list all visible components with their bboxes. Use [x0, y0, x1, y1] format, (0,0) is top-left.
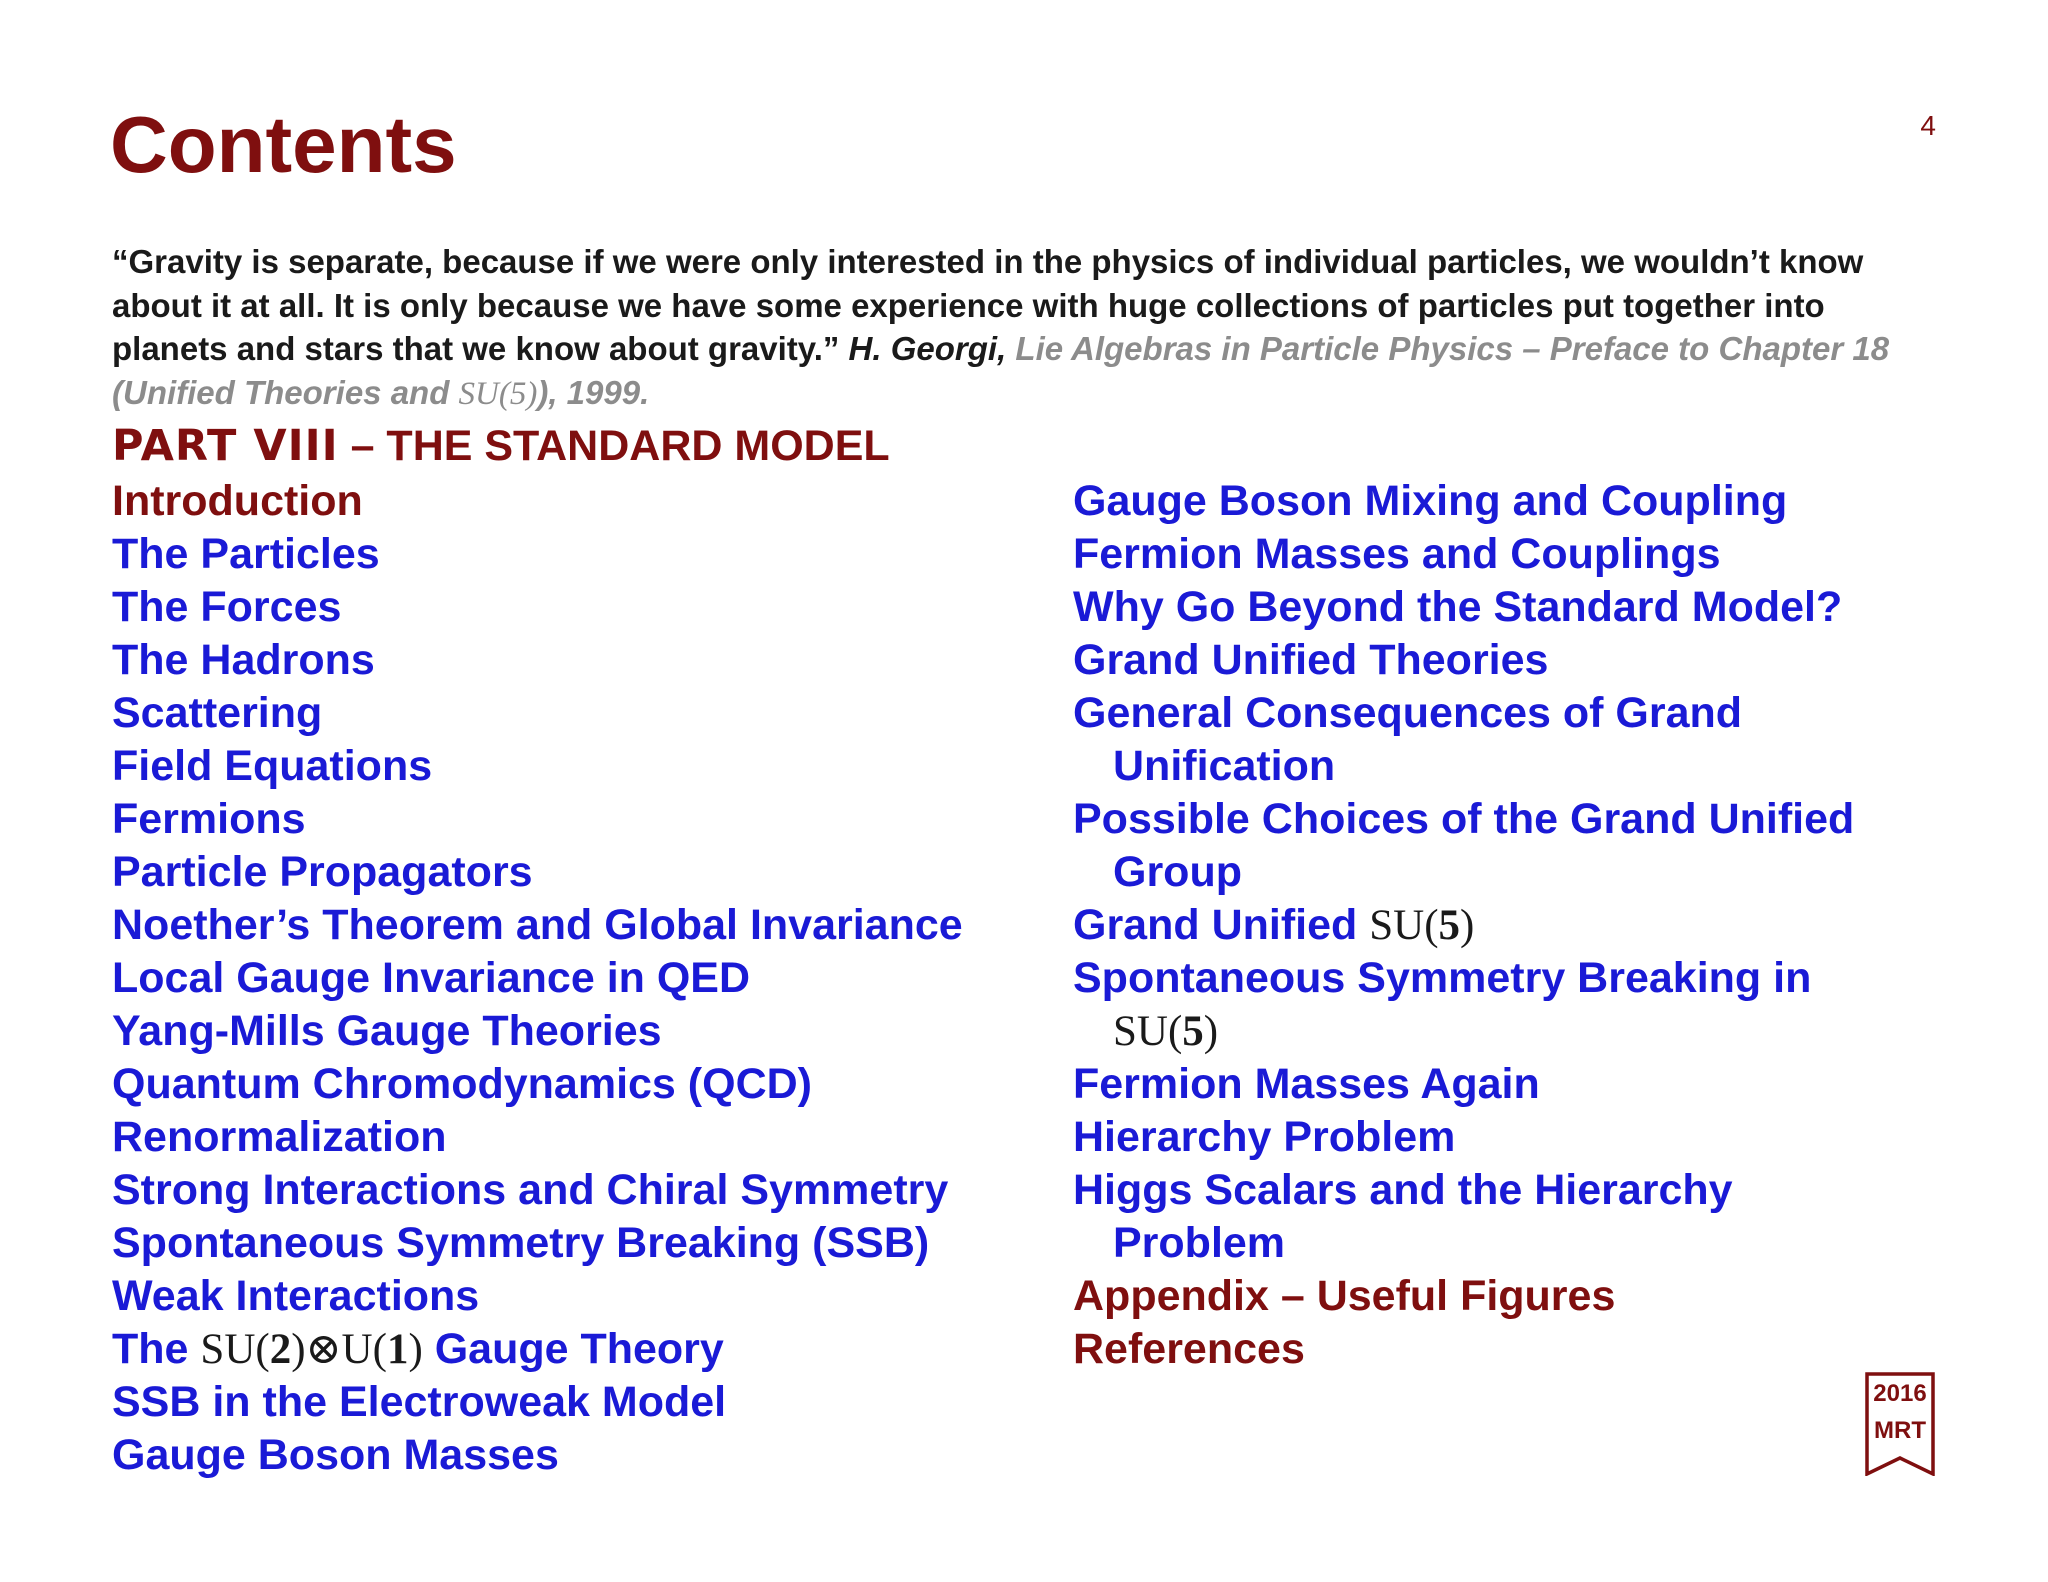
- toc-item-noethers-theorem[interactable]: Noether’s Theorem and Global Invariance: [112, 901, 963, 949]
- toc-item-grand-unified-theories[interactable]: Grand Unified Theories: [1073, 636, 1549, 684]
- page-title: Contents: [110, 100, 457, 189]
- quote-author: H. Georgi,: [848, 330, 1007, 367]
- toc-right-column: [1073, 475, 1943, 1376]
- toc-item-ssb[interactable]: Spontaneous Symmetry Breaking (SSB): [112, 1219, 930, 1267]
- toc-item-references[interactable]: References: [1073, 1325, 1305, 1373]
- part-heading: [112, 420, 890, 472]
- mrt-badge-logo: [1865, 1372, 1935, 1476]
- toc-item-scattering[interactable]: Scattering: [112, 689, 323, 737]
- quote-source-math: SU(5): [458, 375, 538, 412]
- toc-item-introduction[interactable]: Introduction: [112, 477, 363, 525]
- badge-year: 2016: [1873, 1380, 1927, 1407]
- toc-item-higgs-scalars[interactable]: Higgs Scalars and the Hierarchy Problem: [1073, 1166, 1733, 1267]
- part-title: – THE STANDARD MODEL: [350, 422, 890, 470]
- toc-item-yang-mills[interactable]: Yang-Mills Gauge Theories: [112, 1007, 662, 1055]
- quote-text: “Gravity is separate, because if we were only interested in the physics of individual particles, we wouldn’t know about it at all. It is only because we have some experience with huge collections of particles put together into planets and stars that we know about gravity.”: [112, 243, 1864, 367]
- su5-math: SU(5): [1113, 1008, 1219, 1055]
- toc-item-hierarchy-problem[interactable]: Hierarchy Problem: [1073, 1113, 1456, 1161]
- toc-item-strong-interactions[interactable]: Strong Interactions and Chiral Symmetry: [112, 1166, 949, 1214]
- toc-item-why-go-beyond[interactable]: Why Go Beyond the Standard Model?: [1073, 583, 1843, 631]
- toc-item-electroweak-gauge-theory[interactable]: The SU(2)⊗U(1) Gauge Theory: [112, 1325, 724, 1373]
- toc-item-fermion-masses-couplings[interactable]: Fermion Masses and Couplings: [1073, 530, 1721, 578]
- toc-item-particle-propagators[interactable]: Particle Propagators: [112, 848, 533, 896]
- toc-item-gauge-boson-masses[interactable]: Gauge Boson Masses: [112, 1431, 559, 1479]
- toc-item-renormalization[interactable]: Renormalization: [112, 1113, 447, 1161]
- epigraph-quote: [112, 240, 1942, 416]
- toc-item-qcd[interactable]: Quantum Chromodynamics (QCD): [112, 1060, 812, 1108]
- toc-item-general-consequences[interactable]: General Consequences of Grand Unification: [1073, 689, 1743, 790]
- toc-item-ssb-in-su5[interactable]: Spontaneous Symmetry Breaking in SU(5): [1073, 954, 1812, 1055]
- toc-item-the-hadrons[interactable]: The Hadrons: [112, 636, 375, 684]
- toc-item-gauge-boson-mixing[interactable]: Gauge Boson Mixing and Coupling: [1073, 477, 1788, 525]
- quote-source: Lie Algebras in Particle Physics – Preface to Chapter 18 (Unified Theories and SU(5)), 1999.: [112, 330, 1890, 412]
- toc-item-fermions[interactable]: Fermions: [112, 795, 306, 843]
- page-number: 4: [1920, 110, 1936, 141]
- badge-mark: MRT: [1874, 1417, 1926, 1444]
- toc-item-the-particles[interactable]: The Particles: [112, 530, 380, 578]
- toc-item-the-forces[interactable]: The Forces: [112, 583, 342, 631]
- toc-item-possible-choices[interactable]: Possible Choices of the Grand Unified Group: [1073, 795, 1855, 896]
- su5-math: SU(5): [1369, 902, 1475, 949]
- toc-item-local-gauge-invariance[interactable]: Local Gauge Invariance in QED: [112, 954, 751, 1002]
- su2-u1-math: SU(2)⊗U(1): [200, 1326, 423, 1373]
- toc-item-grand-unified-su5[interactable]: Grand Unified SU(5): [1073, 901, 1475, 949]
- toc-item-fermion-masses-again[interactable]: Fermion Masses Again: [1073, 1060, 1540, 1108]
- toc-item-weak-interactions[interactable]: Weak Interactions: [112, 1272, 480, 1320]
- toc-item-field-equations[interactable]: Field Equations: [112, 742, 433, 790]
- toc-item-appendix[interactable]: Appendix – Useful Figures: [1073, 1272, 1616, 1320]
- toc-item-ssb-electroweak[interactable]: SSB in the Electroweak Model: [112, 1378, 727, 1426]
- part-label: PART VIII: [112, 421, 339, 471]
- toc-left-column: [112, 475, 1052, 1482]
